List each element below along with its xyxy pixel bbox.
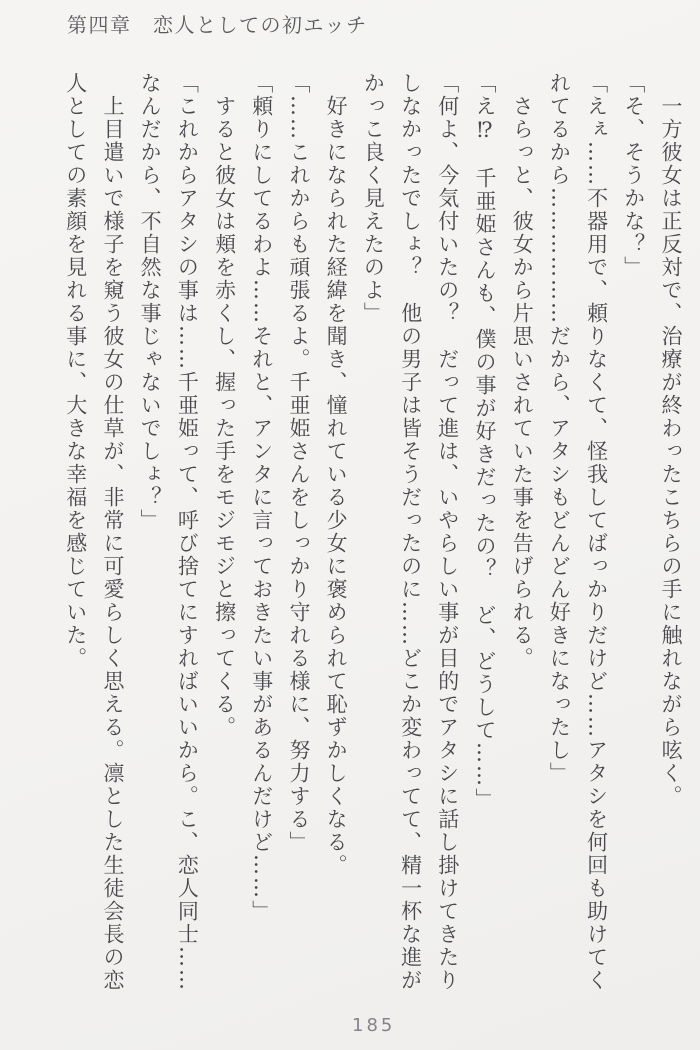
- text-line: 「そ、そうかな？」: [621, 72, 646, 279]
- text-line: なんだから、不自然な事じゃないでしょ？」: [138, 72, 163, 532]
- page-body: [57, 72, 689, 1014]
- text-line: 「え⁉ 千亜姫さんも、僕の事が好きだったの？ ど、どうして……」: [472, 72, 497, 811]
- text-line: 「これからアタシの事は……千亜姫って、呼び捨てにすればいいから。こ、恋人同士……: [175, 72, 200, 992]
- text-line: 人としての素顔を見れる事に、大きな幸福を感じていた。: [63, 72, 88, 670]
- text-line: れてるから………………だから、アタシもどんどん好きになったし」: [547, 72, 572, 785]
- text-line: かっこ良く見えたのよ」: [361, 72, 386, 325]
- text-line: 好きになられた経緯を聞き、憧れている少女に褒められて恥ずかしくなる。: [324, 72, 349, 877]
- text-line: 「頼りにしてるわよ……それと、アンタに言っておきたい事があるんだけど……」: [249, 72, 274, 923]
- text-line: 「えぇ……不器用で、頼りなくて、怪我してばっかりだけど……アタシを何回も助けてく: [584, 72, 609, 992]
- text-line: 上目遣いで様子を窺う彼女の仕草が、非常に可愛らしく思える。凛とした生徒会長の恋: [100, 72, 125, 992]
- text-line: 「……これからも頑張るよ。千亜姫さんをしっかり守れる様に、努力する」: [286, 72, 311, 854]
- text-line: すると彼女は頬を赤くし、握った手をモジモジと擦ってくる。: [212, 72, 237, 739]
- text-line: 一方彼女は正反対で、治療が終わったこちらの手に触れながら呟く。: [659, 72, 683, 808]
- text-line: 「何よ、今気付いたの？ だって進は、いやらしい事が目的でアタシに話し掛けてきたり: [435, 72, 460, 992]
- text-line: しなかったでしょ？ 他の男子は皆そうだったのに……どこか変わってて、精一杯な進が: [398, 72, 423, 992]
- text-line: さらっと、彼女から片思いされていた事を告げられる。: [510, 72, 535, 670]
- chapter-header: 第四章 恋人としての初エッチ: [67, 13, 368, 37]
- page-number: 185: [352, 1015, 396, 1036]
